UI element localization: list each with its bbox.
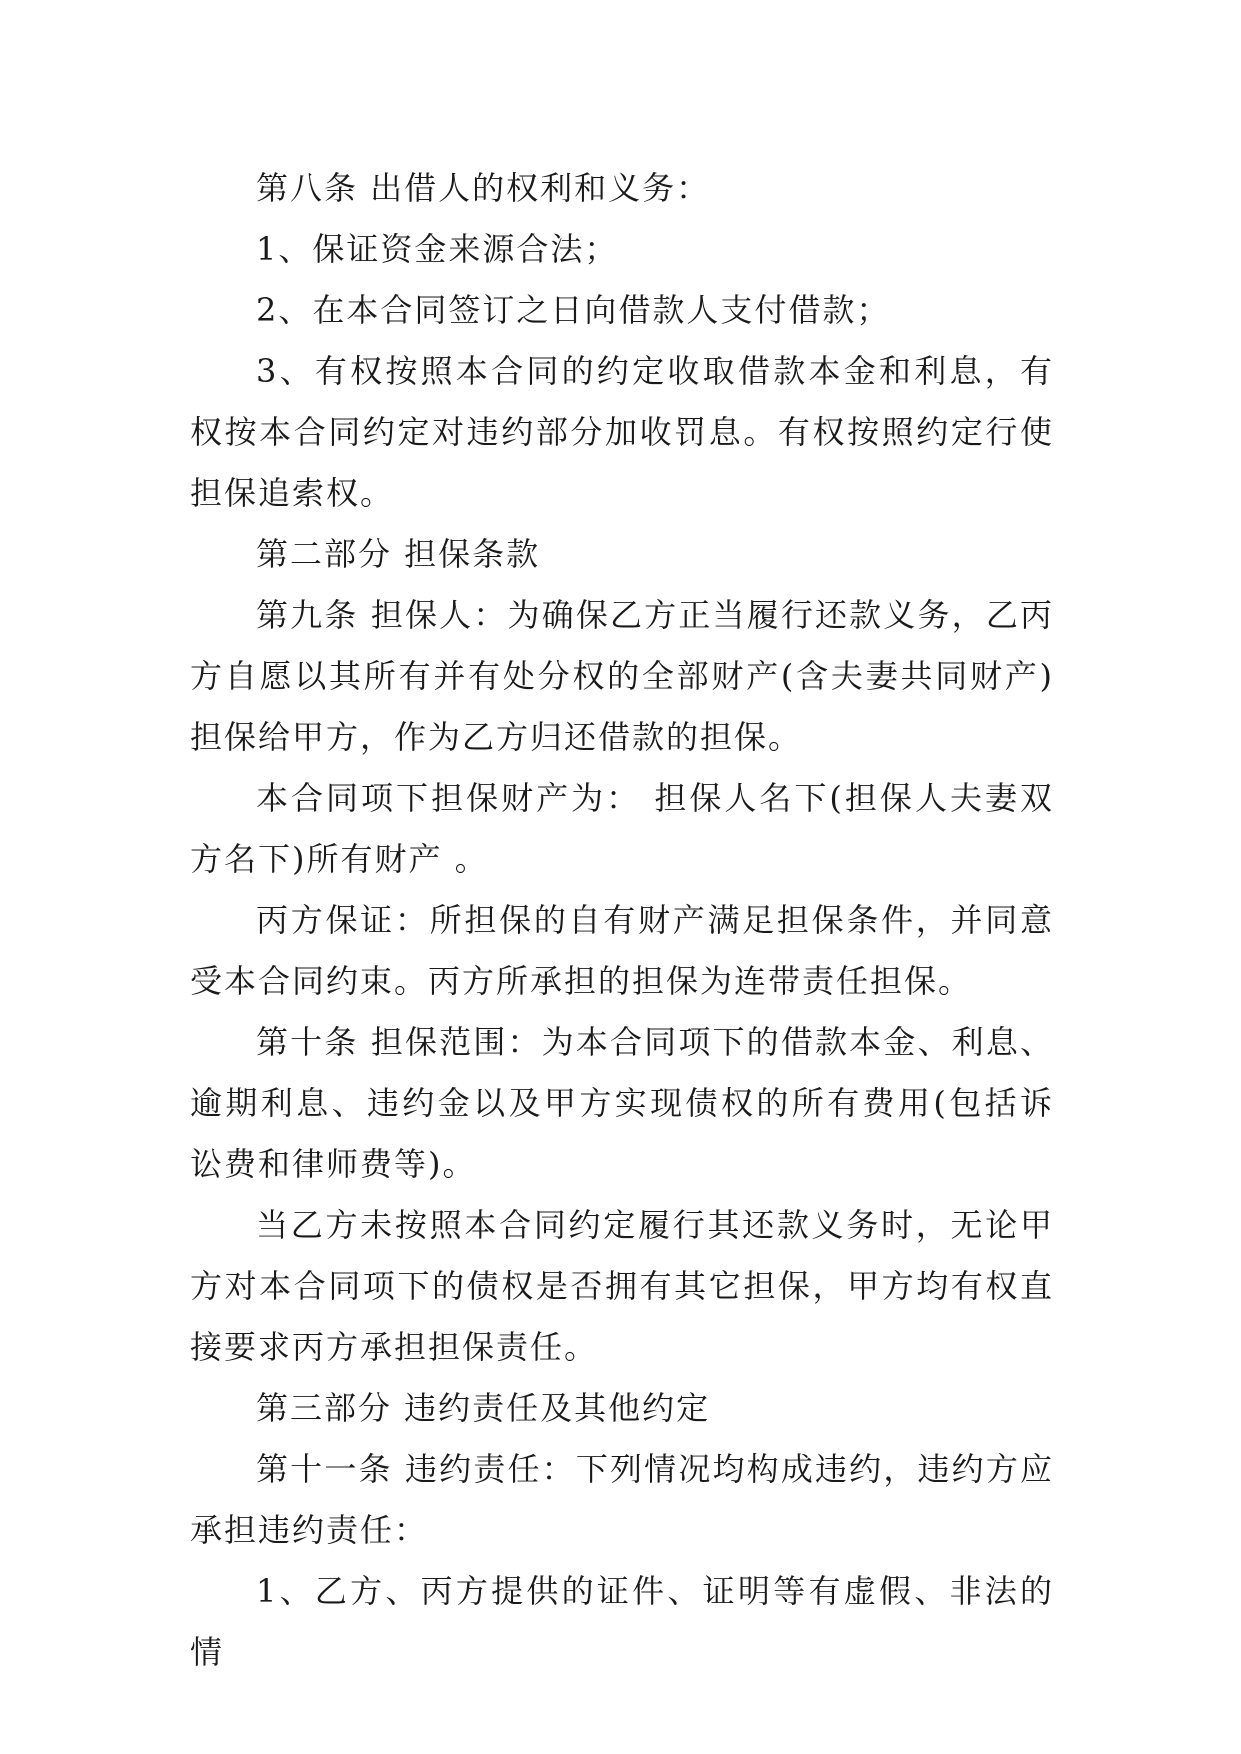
part-2-heading: 第二部分 担保条款 (256, 535, 541, 573)
article-11-item-1: 1、乙方、丙方提供的证件、证明等有虚假、非法的情 (190, 1572, 1054, 1671)
part-3-heading: 第三部分 违约责任及其他约定 (256, 1389, 711, 1427)
article-8-heading: 第八条 出借人的权利和义务： (256, 169, 711, 207)
guarantee-property-paragraph: 本合同项下担保财产为： 担保人名下(担保人夫妻双方名下)所有财产 。 (190, 779, 1054, 878)
article-8-item-2: 2、在本合同签订之日向借款人支付借款； (256, 291, 891, 329)
party-c-guarantee-paragraph: 丙方保证：所担保的自有财产满足担保条件，并同意受本合同约束。丙方所承担的担保为连带责任担保。 (190, 901, 1054, 1000)
article-8-item-3: 3、有权按照本合同的约定收取借款本金和利息，有权按本合同约定对违约部分加收罚息。有权按照约定行使担保追索权。 (190, 352, 1054, 512)
article-10-paragraph: 第十条 担保范围：为本合同项下的借款本金、利息、逾期利息、违约金以及甲方实现债权的所有费用(包括诉讼费和律师费等)。 (190, 1023, 1054, 1183)
article-11-paragraph: 第十一条 违约责任：下列情况均构成违约，违约方应承担违约责任： (190, 1450, 1054, 1549)
direct-claim-paragraph: 当乙方未按照本合同约定履行其还款义务时，无论甲方对本合同项下的债权是否拥有其它担保，甲方均有权直接要求丙方承担担保责任。 (190, 1206, 1054, 1366)
document-page (190, 158, 1054, 1683)
article-8-item-1: 1、保证资金来源合法； (256, 230, 619, 268)
article-9-paragraph: 第九条 担保人：为确保乙方正当履行还款义务，乙丙方自愿以其所有并有处分权的全部财产(含夫妻共同财产)担保给甲方，作为乙方归还借款的担保。 (190, 596, 1054, 756)
